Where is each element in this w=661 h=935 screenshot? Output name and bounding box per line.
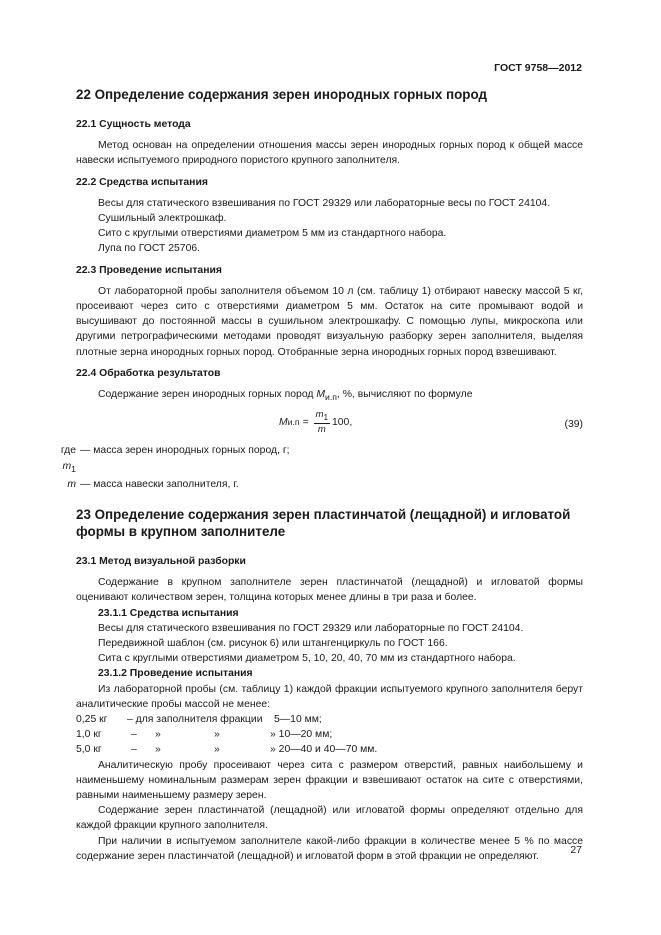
equipment-item: Сито с круглыми отверстиями диаметром 5 мм из стандартного набора. bbox=[98, 228, 447, 240]
equipment-item: Сушильный электрошкаф. bbox=[98, 213, 227, 225]
definition-text: — масса навески заполнителя, г. bbox=[80, 478, 239, 490]
paragraph-23-per-fraction: Содержание зерен пластинчатой (лещадной) или игловатой формы определяют отдельно для каждой фракции крупного заполнителя. bbox=[76, 805, 583, 832]
definition-text: — масса зерен инородных горных пород, г; bbox=[80, 445, 290, 457]
document-id: ГОСТ 9758—2012 bbox=[494, 62, 582, 74]
formula-body: M и.п = $\frac{m_1}{m}$ 100, bbox=[279, 409, 353, 436]
paragraph-22-3: От лабораторной пробы заполнителя объемом 10 л (см. таблицу 1) отбирают навеску массой 5 кг, просеивают через сито с отверстиями диаметром 5 мм. Остаток на сите промывают водой и высушивают до постоянной массы в сушильном электрошкафу. С помощью лупы, микроскопа или другими петрографическими методами проводят визуальную разборку зерен заполнителя, выделяя плотные зерна инородных горных пород. Отобранные зерна инородных горных пород взвешивают. bbox=[76, 285, 583, 358]
paragraph-23-1-2: Из лабораторной пробы (см. таблицу 1) каждой фракции испытуемого крупного заполнителя берут аналитические пробы массой не менее: bbox=[76, 683, 583, 710]
mass-value: 5,0 кг bbox=[76, 744, 102, 756]
equipment-item: Передвижной шаблон (см. рисунок 6) или штангенциркуль по ГОСТ 166. bbox=[98, 638, 448, 650]
variable-definitions: где $m_1$ — масса зерен инородных горных пород, г; m — масса навески заполнителя, г. bbox=[46, 443, 583, 492]
heading-22-2: 22.2 Средства испытания bbox=[76, 176, 208, 188]
sample-mass-list: 0,25 кг – для заполнителя фракции 5—10 мм; 1,0 кг – » » » 10—20 мм; 5,0 кг – » » » 20—40 и 40—70 мм. bbox=[76, 712, 583, 758]
equipment-item: Весы для статического взвешивания по ГОСТ 29329 или лабораторные по ГОСТ 24104. bbox=[98, 622, 524, 634]
equipment-item: Сита с круглыми отверстиями диаметром 5, 10, 20, 40, 70 мм из стандартного набора. bbox=[98, 653, 516, 665]
heading-22-3: 22.3 Проведение испытания bbox=[76, 264, 222, 276]
paragraph-23-sieving: Аналитическую пробу просеивают через сита с размером отверстий, равных наибольшему и наименьшему номинальным размерам зерен фракции и взвешивают остаток на сите с отверстиями, равными наименьшему размеру зерен. bbox=[76, 759, 583, 802]
paragraph-22-1: Метод основан на определении отношения массы зерен инородных горных пород к общей массе навески испытуемого природного пористого крупного заполнителя. bbox=[76, 140, 583, 167]
equipment-item: Лупа по ГОСТ 25706. bbox=[98, 243, 201, 255]
equation-number: (39) bbox=[564, 419, 583, 431]
equipment-item: Весы для статического взвешивания по ГОСТ 29329 или лабораторные весы по ГОСТ 24104. bbox=[98, 197, 551, 209]
heading-22-4: 22.4 Обработка результатов bbox=[76, 367, 221, 379]
section-23-title: 23 Определение содержания зерен пластинчатой (лещадной) и игловатой формы в крупном заполнителе bbox=[76, 507, 571, 540]
paragraph-23-1: Содержание в крупном заполнителе зерен пластинчатой (лещадной) и игловатой формы оценивают количеством зерен, толщина которых менее длины в три раза и более. bbox=[76, 577, 583, 604]
page-number: 27 bbox=[570, 844, 582, 856]
formula-39 bbox=[76, 409, 583, 443]
heading-22-1: 22.1 Сущность метода bbox=[76, 119, 191, 130]
paragraph-22-4: Содержание зерен инородных горных пород $M_{и.п}$, %, вычисляют по формуле bbox=[98, 389, 473, 403]
paragraph-23-small-fraction: При наличии в испытуемом заполнителе какой-либо фракции в количестве менее 5 % по массе содержание зерен пластинчатой (лещадной) и игловатой форм в этой фракции не определяют. bbox=[76, 835, 583, 862]
section-22-title: 22 Определение содержания зерен инородных горных пород bbox=[76, 87, 487, 102]
heading-23-1-1: 23.1.1 Средства испытания bbox=[98, 607, 239, 619]
fraction: $\frac{m_1}{m}$ bbox=[315, 409, 328, 436]
page-content bbox=[60, 86, 583, 864]
heading-23-1: 23.1 Метод визуальной разборки bbox=[76, 556, 246, 568]
mass-value: 0,25 кг bbox=[76, 714, 108, 726]
heading-23-1-2: 23.1.2 Проведение испытания bbox=[98, 668, 253, 680]
mass-value: 1,0 кг bbox=[76, 729, 102, 741]
